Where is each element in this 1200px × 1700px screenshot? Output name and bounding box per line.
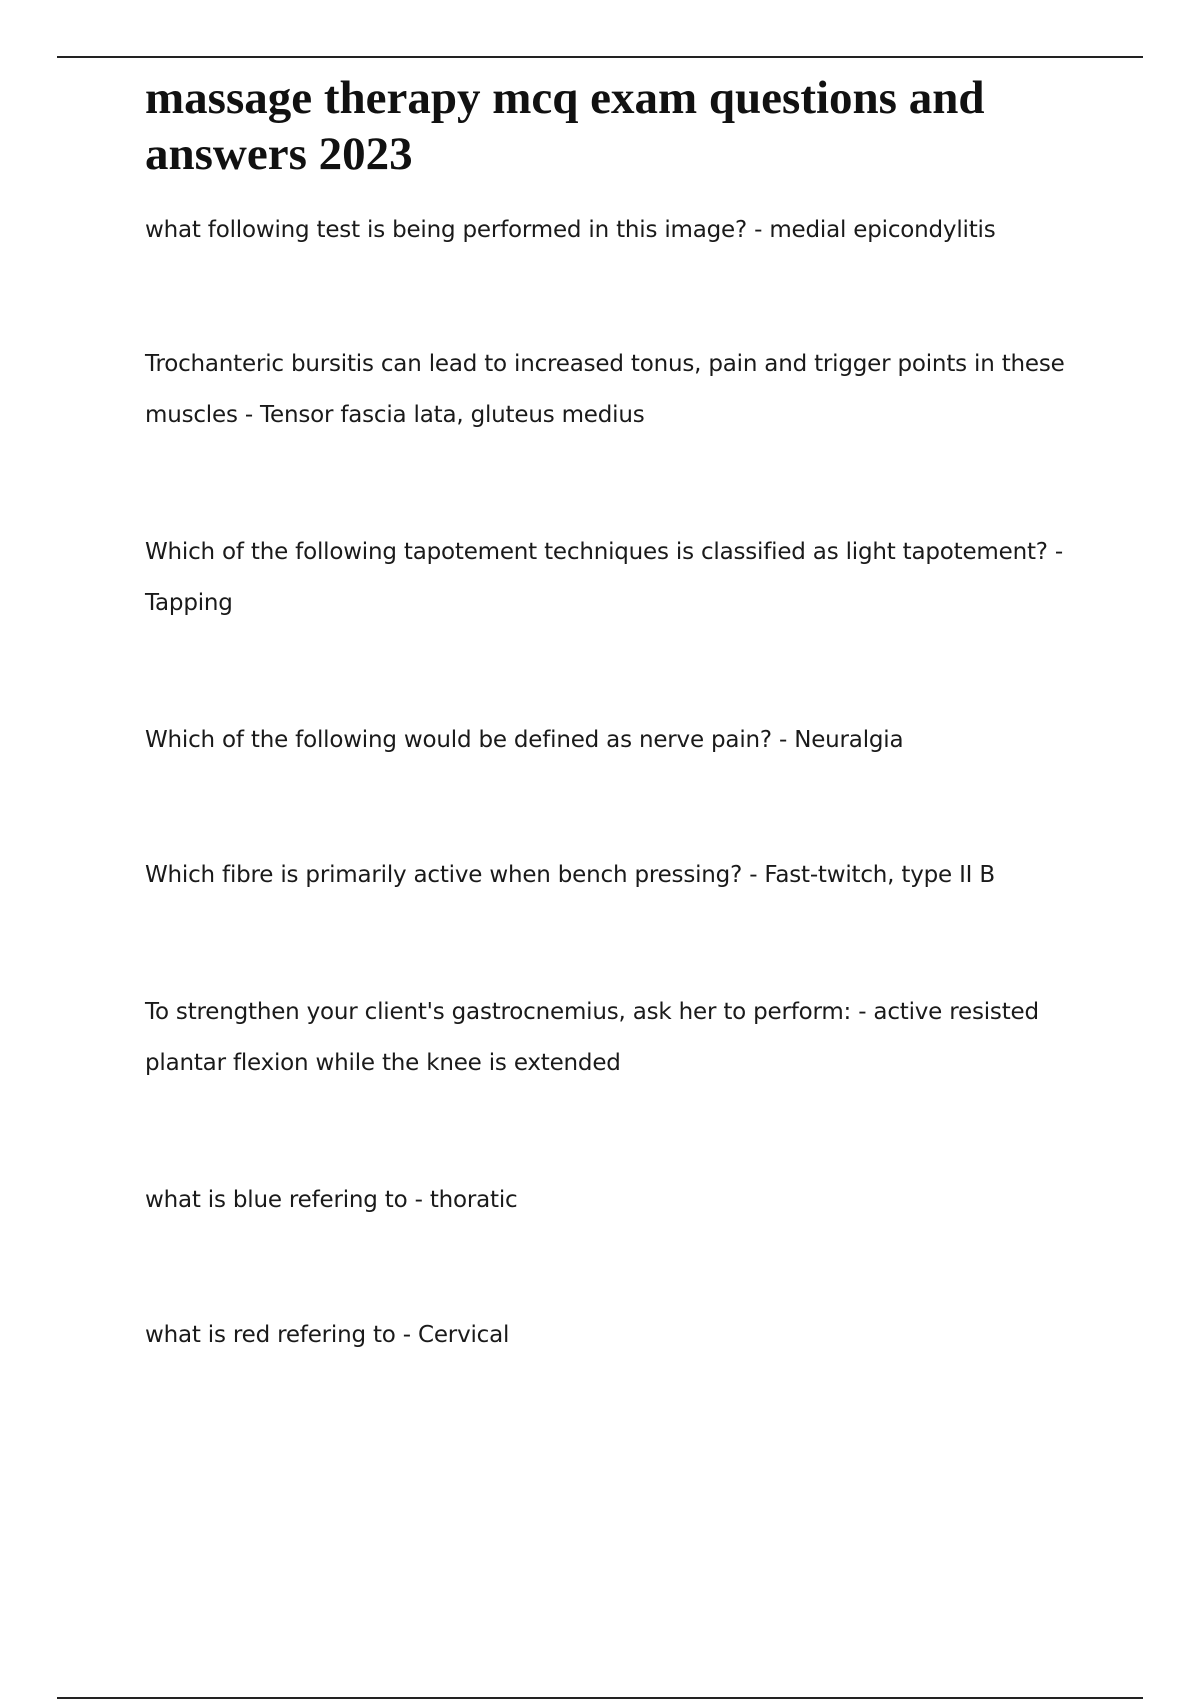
qa-item: Trochanteric bursitis can lead to increased tonus, pain and trigger points in these muscles - Tensor fascia lata, gluteus medius [145,351,1065,428]
qa-item: what is red refering to - Cervical [145,1322,510,1348]
qa-item: what following test is being performed in this image? - medial epicondylitis [145,217,996,243]
qa-item: Which fibre is primarily active when bench pressing? - Fast-twitch, type II B [145,862,995,888]
qa-item: Which of the following tapotement techniques is classified as light tapotement? - Tapping [145,539,1063,616]
qa-item: To strengthen your client's gastrocnemius, ask her to perform: - active resisted plantar flexion while the knee is extended [145,999,1039,1076]
bottom-divider [57,1697,1143,1699]
top-divider [57,56,1143,58]
qa-item: what is blue refering to - thoratic [145,1187,518,1213]
qa-item: Which of the following would be defined as nerve pain? - Neuralgia [145,727,904,753]
document-title: massage therapy mcq exam questions and answers 2023 [145,72,985,180]
